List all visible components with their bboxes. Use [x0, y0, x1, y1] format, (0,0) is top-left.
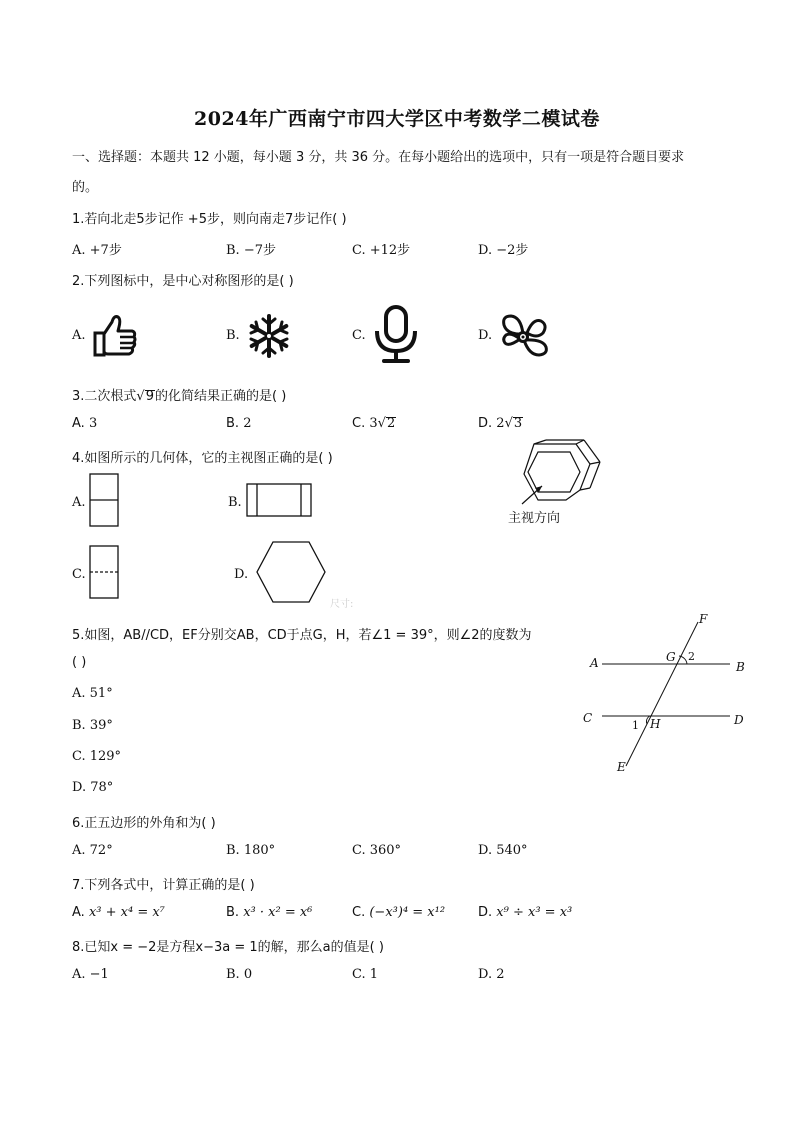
- section-instructions-line2: 的。: [72, 180, 99, 195]
- q2-option-a-label: A.: [72, 328, 86, 343]
- q7-option-c-expr: (−x³)⁴ = x¹²: [369, 905, 446, 920]
- q4-option-d-figure: [255, 541, 327, 603]
- q4-option-c-label: C.: [72, 567, 86, 582]
- q5-option-b: B. 39°: [72, 718, 113, 733]
- q3-stem-prefix: 3.二次根式: [72, 389, 137, 404]
- q5-point-a: A: [590, 656, 599, 670]
- q4-option-a-label: A.: [72, 495, 86, 510]
- q3-option-a-label: A.: [72, 416, 85, 431]
- q4-option-d-label: D.: [234, 567, 249, 582]
- q5-option-c: C. 129°: [72, 749, 122, 764]
- q1-option-b: B. −7步: [226, 243, 276, 258]
- q3-option-c-radicand: 2: [386, 416, 396, 431]
- q8-option-b: B. 0: [226, 967, 253, 982]
- q4-option-b-label: B.: [228, 495, 242, 510]
- q3-option-b-value: 2: [243, 416, 252, 431]
- q4-faint-watermark: 尺寸:: [330, 599, 354, 610]
- q6-option-d: D. 540°: [478, 843, 528, 858]
- q6-option-b: B. 180°: [226, 843, 276, 858]
- q7-option-a-expr: x³ + x⁴ = x⁷: [88, 905, 165, 920]
- q3-option-d-radicand: 3: [513, 416, 523, 431]
- q1-option-a: A. +7步: [72, 243, 122, 258]
- q3-option-d-radical: √: [504, 416, 513, 431]
- q4-stem: 4.如图所示的几何体，它的主视图正确的是( ): [72, 451, 333, 466]
- q5-option-d: D. 78°: [72, 780, 114, 795]
- q7-option-d-expr: x⁹ ÷ x³ = x³: [496, 905, 573, 920]
- q3-option-d-label: D.: [478, 416, 493, 431]
- q8-option-d: D. 2: [478, 967, 505, 982]
- q7-option-b: [226, 905, 312, 920]
- q5-angle-2-label: 2: [688, 650, 695, 663]
- q6-stem: 6.正五边形的外角和为( ): [72, 816, 216, 831]
- q7-stem: 7.下列各式中，计算正确的是( ): [72, 878, 255, 893]
- q5-point-g: G: [666, 650, 676, 664]
- section-instructions-line1: 一、选择题：本题共 12 小题，每小题 3 分，共 36 分。在每小题给出的选项中，只有一项是符合题目要求: [72, 150, 685, 165]
- q4-option-c-figure: [89, 545, 119, 599]
- q2-stem: 2.下列图标中，是中心对称图形的是( ): [72, 274, 294, 289]
- q7-option-a: [72, 905, 165, 920]
- q4-solid-figure: [518, 438, 606, 508]
- q7-option-c-label: C.: [352, 905, 366, 920]
- q3-option-c: [352, 416, 396, 431]
- q5-point-h: H: [650, 717, 661, 731]
- q2-option-d-label: D.: [478, 328, 493, 343]
- q3-option-c-coef: 3: [369, 416, 378, 431]
- q3-stem: [72, 385, 286, 404]
- q5-point-d: D: [734, 713, 744, 727]
- q4-option-b-figure: [246, 483, 312, 517]
- q3-option-b-label: B.: [226, 416, 240, 431]
- q5-stem-continued: ( ): [72, 655, 87, 670]
- q7-option-c: [352, 905, 445, 920]
- q2-option-b-label: B.: [226, 328, 240, 343]
- q3-stem-suffix: 的化简结果正确的是( ): [154, 389, 287, 404]
- q5-angle-1-label: 1: [632, 719, 639, 732]
- q3-option-d: [478, 416, 523, 431]
- q3-option-a: [72, 416, 97, 431]
- page-title: 2024年广西南宁市四大学区中考数学二模试卷: [194, 108, 600, 130]
- q3-option-d-coef: 2: [496, 416, 505, 431]
- q6-option-a: A. 72°: [72, 843, 113, 858]
- q6-option-c: C. 360°: [352, 843, 402, 858]
- q5-point-e: E: [617, 760, 626, 774]
- snowflake-icon: [247, 313, 291, 359]
- q4-view-direction-caption: 主视方向: [508, 511, 561, 526]
- q7-option-b-label: B.: [226, 905, 240, 920]
- q5-point-f: F: [699, 612, 708, 626]
- q8-option-c: C. 1: [352, 967, 379, 982]
- q7-option-a-label: A.: [72, 905, 85, 920]
- q7-option-d-label: D.: [478, 905, 493, 920]
- thumbs-up-icon: [92, 313, 138, 359]
- microphone-icon: [372, 305, 420, 365]
- q7-option-d: [478, 905, 572, 920]
- q8-option-a: A. −1: [72, 967, 109, 982]
- q2-option-c-label: C.: [352, 328, 366, 343]
- q4-option-a-figure: [89, 473, 119, 527]
- q5-parallel-lines-figure: [578, 610, 748, 775]
- q1-option-c: C. +12步: [352, 243, 411, 258]
- q3-option-a-value: 3: [88, 416, 98, 431]
- q3-option-c-label: C.: [352, 416, 366, 431]
- q3-radical-sign: √: [136, 389, 145, 404]
- q1-stem: 1.若向北走5步记作 +5步，则向南走7步记作( ): [72, 212, 347, 227]
- q5-point-c: C: [583, 711, 593, 725]
- q3-option-c-radical: √: [377, 416, 386, 431]
- q3-option-b: [226, 416, 251, 431]
- q5-point-b: B: [736, 660, 745, 674]
- q5-option-a: A. 51°: [72, 686, 113, 701]
- fan-icon: [499, 313, 551, 359]
- q7-option-b-expr: x³ · x² = x⁶: [243, 905, 313, 920]
- q5-stem: 5.如图，AB//CD，EF分别交AB，CD于点G，H，若∠1 = 39°，则∠2的度数为: [72, 628, 532, 643]
- q1-option-d: D. −2步: [478, 243, 529, 258]
- q3-radicand: 9: [145, 389, 154, 404]
- q8-stem: 8.已知x = −2是方程x−3a = 1的解，那么a的值是( ): [72, 940, 384, 955]
